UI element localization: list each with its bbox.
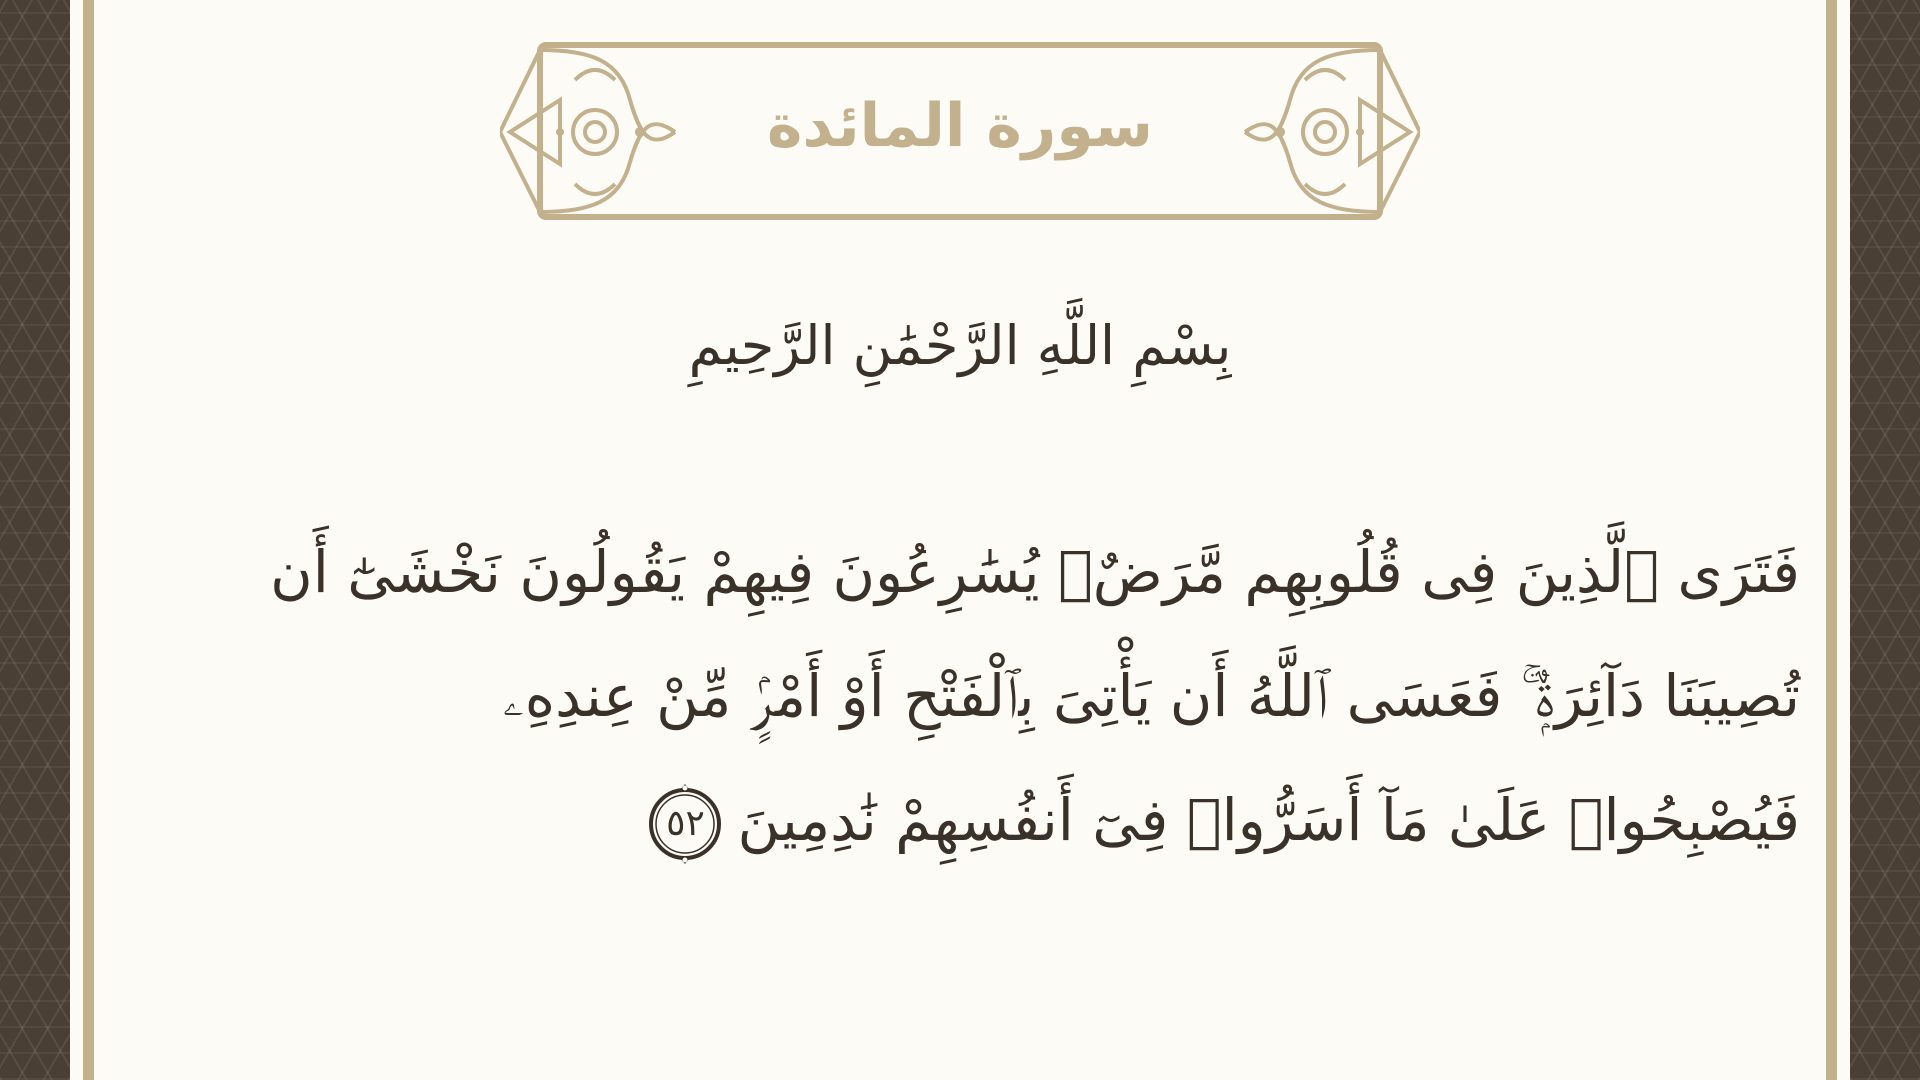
- basmala: بِسْمِ اللَّهِ الرَّحْمَٰنِ الرَّحِيمِ: [688, 313, 1232, 377]
- left-decorative-border: [0, 0, 70, 1080]
- verse-text: [240, 510, 1800, 882]
- verse-line-3: [240, 758, 1800, 882]
- verse-line-2: تُصِيبَنَا دَآئِرَةٌۭ ۚ فَعَسَى ٱللَّهُ أَن يَأْتِىَ بِٱلْفَتْحِ أَوْ أَمْرٍۢ مِّنْ عِندِهِۦ: [502, 662, 1800, 730]
- left-gold-rule: [83, 0, 94, 1080]
- ayah-number: ٥٢: [666, 802, 705, 844]
- surah-title-frame: [500, 40, 1420, 230]
- verse-line-3-text: فَيُصْبِحُوا۟ عَلَىٰ مَآ أَسَرُّوا۟ فِىٓ أَنفُسِهِمْ نَٰدِمِينَ: [737, 786, 1800, 854]
- right-gold-rule: [1826, 0, 1837, 1080]
- verse-line-1: فَتَرَى ٱلَّذِينَ فِى قُلُوبِهِم مَّرَضٌۭ يُسَٰرِعُونَ فِيهِمْ يَقُولُونَ نَخْشَىٰٓ أَن: [270, 538, 1800, 606]
- surah-title: سورة المائدة: [767, 91, 1153, 161]
- right-decorative-border: [1850, 0, 1920, 1080]
- ayah-end-marker-icon: [643, 782, 727, 866]
